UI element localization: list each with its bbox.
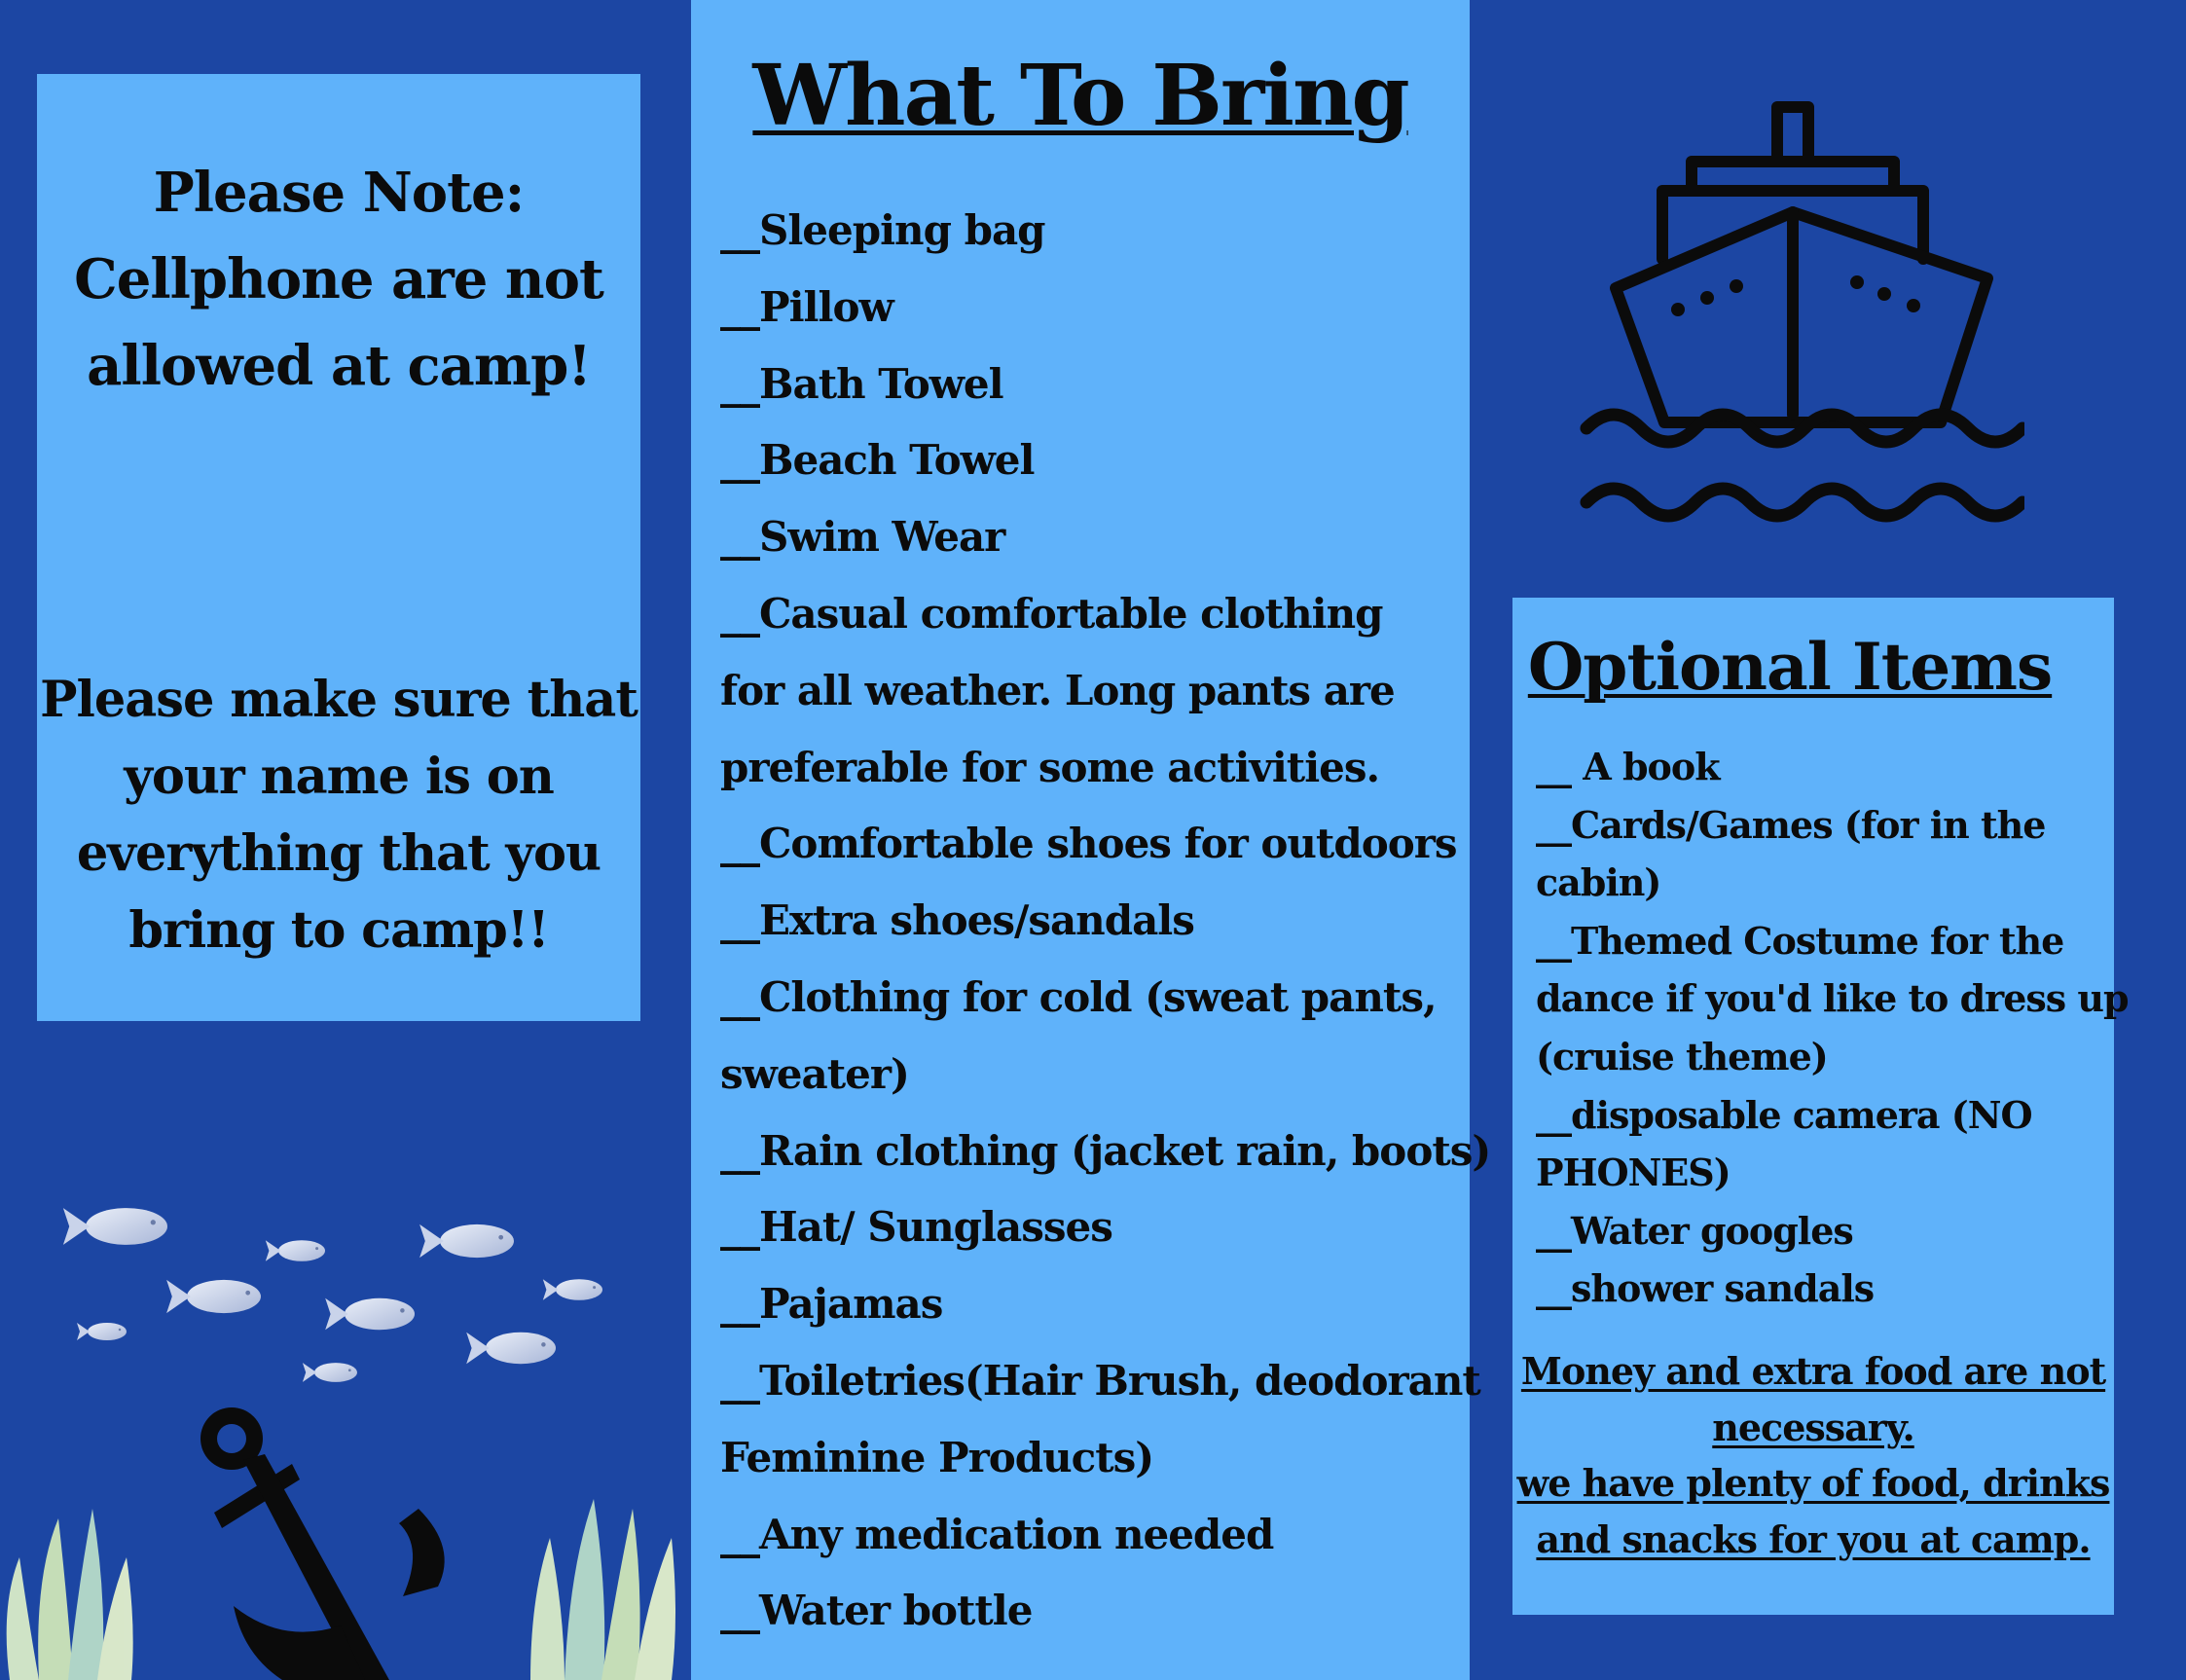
list-item: __Clothing for cold (sweat pants, [720, 972, 1437, 1021]
optional-list [1536, 738, 2129, 1318]
list-item: cabin) [1536, 860, 1661, 905]
fish-school-icon [58, 1187, 623, 1411]
money-note-line: we have plenty of food, drinks [1516, 1461, 2110, 1505]
name-reminder [37, 662, 640, 969]
list-item: __Extra shoes/sandals [720, 896, 1194, 945]
list-item: __Toiletries(Hair Brush, deodorant [720, 1356, 1480, 1405]
list-item: __Swim Wear [720, 513, 1005, 562]
name-reminder-line: bring to camp!! [128, 901, 549, 960]
what-to-bring-title: What To Bring [752, 47, 1408, 145]
name-reminder-line: everything that you [76, 824, 601, 883]
money-note-line: necessary. [1712, 1405, 1914, 1449]
list-item: __shower sandals [1536, 1266, 1875, 1311]
list-item: for all weather. Long pants are [720, 666, 1395, 714]
list-item: __Hat/ Sunglasses [720, 1203, 1112, 1252]
list-item: __Pajamas [720, 1280, 943, 1329]
list-item: __Themed Costume for the [1536, 918, 2064, 963]
anchor-icon [195, 1402, 467, 1680]
name-reminder-line: Please make sure that [40, 671, 638, 729]
list-item: __ A book [1536, 745, 1720, 788]
money-note [1512, 1343, 2114, 1567]
list-item: __Comfortable shoes for outdoors [720, 820, 1457, 868]
list-item: (cruise theme) [1536, 1034, 1828, 1078]
optional-items-title: Optional Items [1527, 629, 2053, 705]
list-item: PHONES) [1536, 1150, 1731, 1195]
notice-heading: Please Note: [153, 161, 525, 225]
list-item: sweater) [720, 1049, 909, 1098]
seaweed-icon [526, 1479, 691, 1680]
name-reminder-line: your name is on [124, 748, 554, 806]
notice-line: allowed at camp! [87, 334, 591, 398]
list-item: __Cards/Games (for in the [1536, 802, 2046, 847]
list-item: dance if you'd like to dress up [1536, 976, 2129, 1021]
cellphone-notice [37, 150, 640, 410]
list-item: __disposable camera (NO [1536, 1092, 2032, 1137]
list-item: __Beach Towel [720, 436, 1035, 485]
money-note-line: Money and extra food are not [1520, 1349, 2106, 1393]
list-item: __Pillow [720, 282, 893, 331]
list-item: __Water googles [1536, 1208, 1853, 1253]
list-item: preferable for some activities. [720, 743, 1380, 791]
notice-line: Cellphone are not [74, 247, 603, 311]
list-item: __Bath Towel [720, 359, 1003, 408]
waves-icon [1577, 389, 2024, 545]
money-note-line: and snacks for you at camp. [1536, 1516, 2091, 1561]
bring-list [720, 193, 1491, 1650]
list-item: __Water bottle [720, 1587, 1033, 1635]
what-to-bring-panel [691, 0, 1491, 1680]
notice-panel [37, 74, 640, 1021]
list-item: __Casual comfortable clothing [720, 589, 1383, 638]
list-item: __Sleeping bag [720, 206, 1045, 254]
list-item: Feminine Products) [720, 1433, 1154, 1481]
seaweed-icon [0, 1489, 146, 1680]
list-item: __Rain clothing (jacket rain, boots) [720, 1126, 1491, 1175]
list-item: __Any medication needed [720, 1510, 1274, 1558]
